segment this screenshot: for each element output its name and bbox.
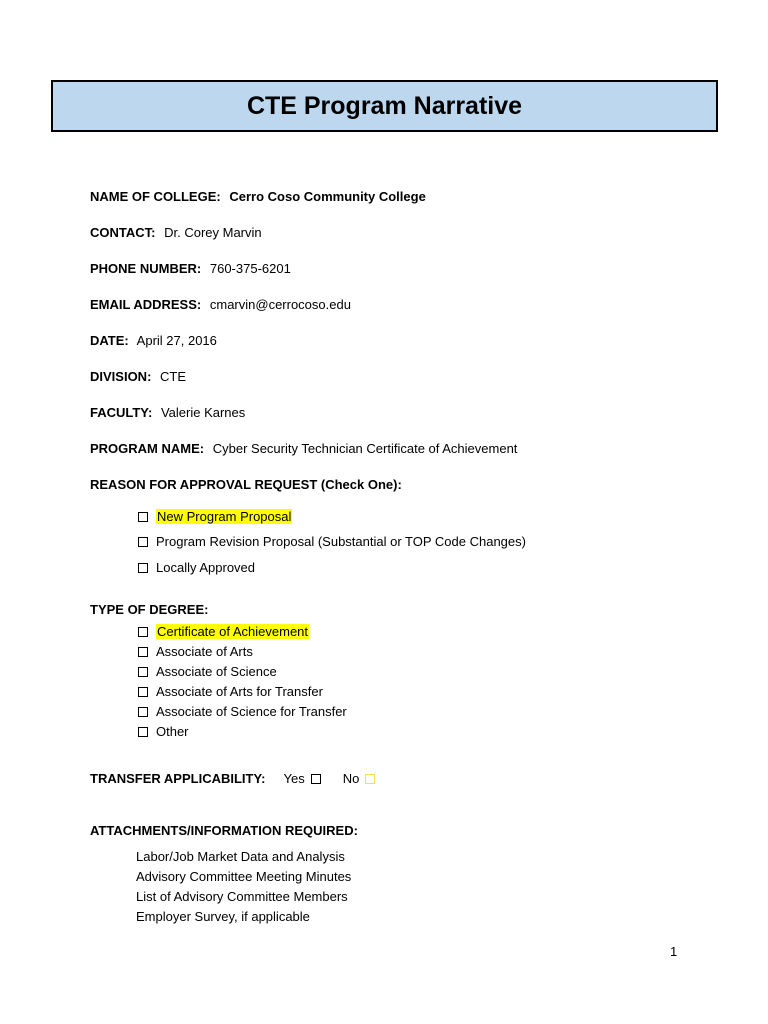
reason-option-label: Program Revision Proposal (Substantial or TOP Code Changes) — [156, 534, 526, 549]
email-label: EMAIL ADDRESS: — [90, 297, 202, 312]
phone-field — [90, 261, 291, 276]
contact-label: CONTACT: — [90, 225, 156, 240]
email-value: cmarvin@cerrocoso.edu — [209, 297, 351, 312]
faculty-label: FACULTY: — [90, 405, 153, 420]
checkbox-aa[interactable] — [138, 647, 148, 657]
program-value: Cyber Security Technician Certificate of Achievement — [212, 441, 518, 456]
degree-option[interactable] — [138, 624, 309, 639]
faculty-field — [90, 405, 245, 420]
reason-option-label: New Program Proposal — [157, 509, 292, 524]
degree-option-label: Associate of Science — [156, 664, 277, 679]
transfer-yes-label: Yes — [283, 771, 305, 786]
reason-heading: REASON FOR APPROVAL REQUEST (Check One): — [90, 477, 402, 492]
degree-option-label: Associate of Arts for Transfer — [156, 684, 323, 699]
checkbox-certificate[interactable] — [138, 627, 148, 637]
contact-value: Dr. Corey Marvin — [164, 225, 262, 240]
faculty-value: Valerie Karnes — [160, 405, 246, 420]
reason-option-revision[interactable] — [138, 534, 526, 549]
page-title: CTE Program Narrative — [246, 91, 523, 120]
transfer-no-label: No — [342, 771, 360, 786]
email-field — [90, 297, 351, 312]
checkbox-locally-approved[interactable] — [138, 563, 148, 573]
phone-value: 760-375-6201 — [209, 261, 291, 276]
page-number: 1 — [670, 944, 678, 959]
checkbox-ast[interactable] — [138, 707, 148, 717]
checkbox-transfer-no[interactable] — [365, 774, 375, 784]
reason-option-local[interactable] — [138, 560, 255, 575]
college-field — [90, 189, 426, 204]
checkbox-transfer-yes[interactable] — [311, 774, 321, 784]
reason-option-new[interactable] — [138, 509, 292, 524]
attachment-item: Labor/Job Market Data and Analysis — [136, 849, 345, 864]
degree-option-label: Associate of Science for Transfer — [156, 704, 347, 719]
transfer-row — [90, 771, 383, 786]
degree-option[interactable] — [138, 644, 253, 659]
program-label: PROGRAM NAME: — [90, 441, 205, 456]
contact-field — [90, 225, 262, 240]
date-field — [90, 333, 217, 348]
date-value: April 27, 2016 — [136, 333, 217, 348]
degree-option-label: Other — [156, 724, 189, 739]
division-field — [90, 369, 186, 384]
reason-option-label: Locally Approved — [156, 560, 256, 575]
degree-heading: TYPE OF DEGREE: — [90, 602, 209, 617]
checkbox-as[interactable] — [138, 667, 148, 677]
degree-option-label: Certificate of Achievement — [157, 624, 309, 639]
degree-option[interactable] — [138, 684, 323, 699]
college-value: Cerro Coso Community College — [229, 189, 426, 204]
date-label: DATE: — [90, 333, 129, 348]
checkbox-other[interactable] — [138, 727, 148, 737]
degree-option[interactable] — [138, 704, 347, 719]
phone-label: PHONE NUMBER: — [90, 261, 202, 276]
attachment-item: Employer Survey, if applicable — [136, 909, 310, 924]
attachment-item: List of Advisory Committee Members — [136, 889, 348, 904]
attachments-heading: ATTACHMENTS/INFORMATION REQUIRED: — [90, 823, 358, 838]
division-value: CTE — [160, 369, 187, 384]
transfer-label: TRANSFER APPLICABILITY: — [90, 771, 266, 786]
college-label: NAME OF COLLEGE: — [90, 189, 221, 204]
title-banner — [51, 80, 718, 132]
program-field — [90, 441, 517, 456]
attachment-item: Advisory Committee Meeting Minutes — [136, 869, 352, 884]
checkbox-revision[interactable] — [138, 537, 148, 547]
division-label: DIVISION: — [90, 369, 152, 384]
degree-option-label: Associate of Arts — [156, 644, 253, 659]
checkbox-new-program[interactable] — [138, 512, 148, 522]
degree-option[interactable] — [138, 724, 189, 739]
checkbox-aat[interactable] — [138, 687, 148, 697]
degree-option[interactable] — [138, 664, 277, 679]
